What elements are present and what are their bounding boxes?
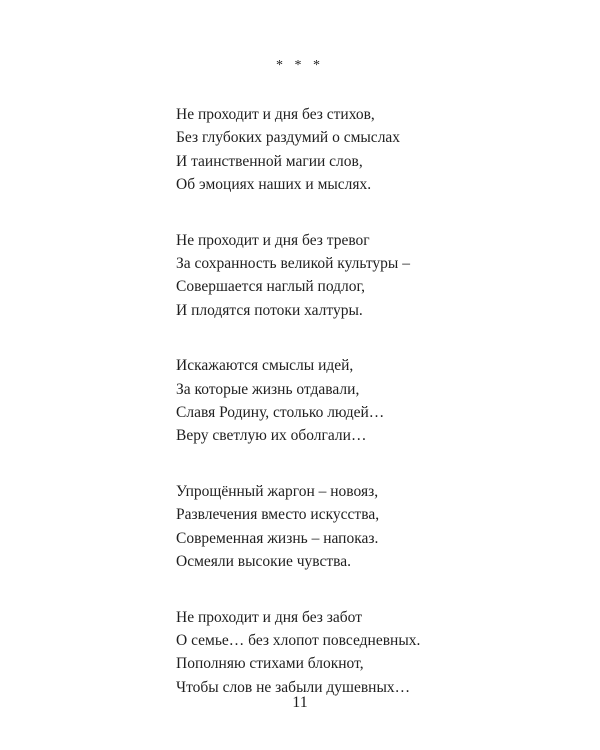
- poem-line: Веру светлую их оболгали…: [176, 427, 367, 445]
- poem-line: Чтобы слов не забыли душевных…: [176, 678, 411, 696]
- stanza-5: [176, 606, 556, 700]
- stanza-1: [176, 103, 556, 197]
- stanza-2: [176, 229, 556, 323]
- poem-line: За которые жизнь отдавали,: [176, 380, 360, 398]
- poem: [176, 103, 556, 731]
- stanza-4: [176, 480, 556, 574]
- stanza-3: [176, 354, 556, 448]
- poem-line: Не проходит и дня без тревог: [176, 231, 370, 249]
- section-asterism: * * *: [276, 58, 324, 73]
- poem-line: Об эмоциях наших и мыслях.: [176, 176, 372, 194]
- poem-line: Пополняю стихами блокнот,: [176, 655, 364, 673]
- poem-line: Современная жизнь – напоказ.: [176, 529, 379, 547]
- poem-line: Развлечения вместо искусства,: [176, 506, 380, 524]
- poem-line: Осмеяли высокие чувства.: [176, 553, 352, 571]
- poem-line: Упрощённый жаргон – новояз,: [176, 482, 379, 500]
- poem-line: Славя Родину, столько людей…: [176, 404, 385, 422]
- poem-line: За сохранность великой культуры –: [176, 255, 410, 273]
- poem-line: Совершается наглый подлог,: [176, 278, 366, 296]
- poem-line: О семье… без хлопот повседневных.: [176, 631, 421, 649]
- page-number: 11: [292, 694, 308, 711]
- poem-line: Не проходит и дня без стихов,: [176, 106, 375, 123]
- poem-line: Искажаются смыслы идей,: [176, 357, 354, 375]
- poem-line: Без глубоких раздумий о смыслах: [176, 129, 401, 147]
- poem-line: И плодятся потоки халтуры.: [176, 301, 363, 319]
- poem-line: Не проходит и дня без забот: [176, 608, 362, 626]
- poem-line: И таинственной магии слов,: [176, 152, 363, 170]
